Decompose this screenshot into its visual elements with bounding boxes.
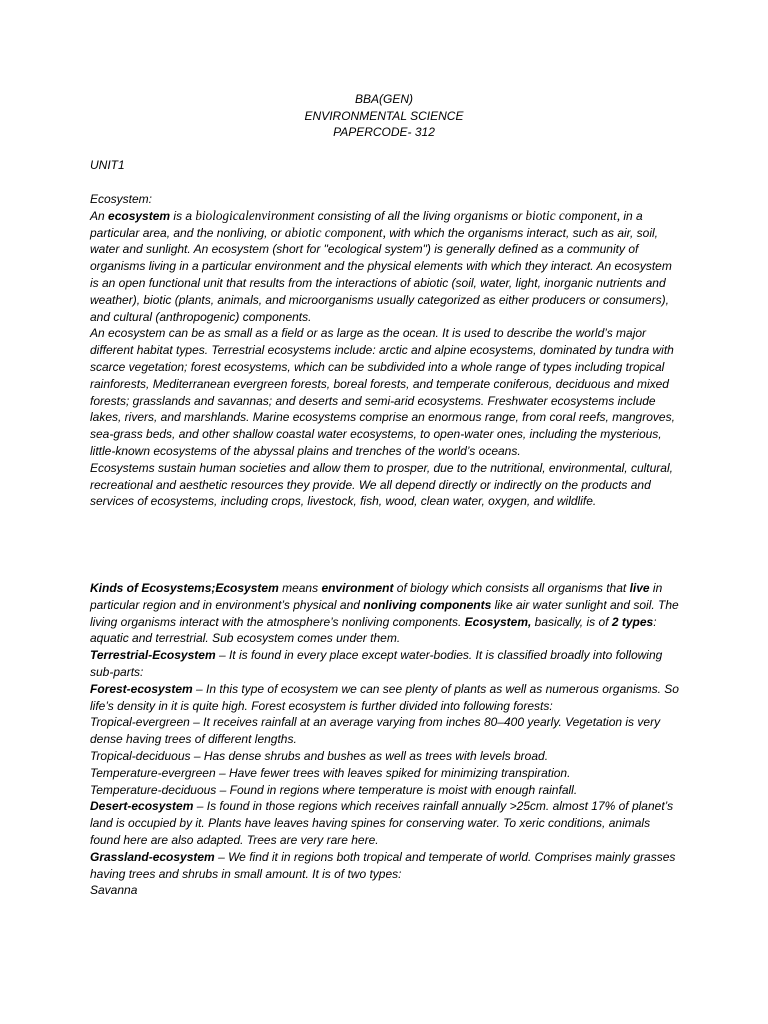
ecosystem-section xyxy=(90,191,682,510)
temperature-evergreen-paragraph: Temperature-evergreen – Have fewer trees with leaves spiked for minimizing transpiration. xyxy=(90,765,571,780)
header-papercode: PAPERCODE- 312 xyxy=(333,125,435,139)
kinds-paragraph: Kinds of Ecosystems;Ecosystem means environment of biology which consists all organisms that live in particular region and in environment’s physical and nonliving components like air water sunlight and soil. The living organisms interact with the atmosphere’s nonliving components. Ecosystem, basically, is of 2 types: aquatic and terrestrial. Sub ecosystem comes under them. xyxy=(90,581,679,646)
terrestrial-paragraph: Terrestrial-Ecosystem – It is found in every place except water-bodies. It is classified broadly into following sub-parts: xyxy=(90,648,663,679)
ecosystem-heading: Ecosystem: xyxy=(90,192,153,206)
header-program: BBA(GEN) xyxy=(354,92,413,106)
ecosystem-size-paragraph: An ecosystem can be as small as a field or as large as the ocean. It is used to describe the world’s major different habitat types. Terrestrial ecosystems include: arctic and alpine ecosystems, dominated by tundra with scarce vegetation; forest ecosystems, which can be subdivided into a whole range of types including tropical rainforests, Mediterranean evergreen forests, boreal forests, and temperate coniferous, deciduous and mixed forests; grasslands and savannas; and deserts and semi-arid ecosystems. Freshwater ecosystems include lakes, rivers, and marshlands. Marine ecosystems comprise an enormous range, from coral reefs, mangroves, sea-grass beds, and other shallow coastal water ecosystems, to open-water ones, including the mysterious, little-known ecosystems of the abyssal plains and trenches of the world’s oceans. xyxy=(90,326,675,458)
tropical-deciduous-paragraph: Tropical-deciduous – Has dense shrubs and bushes as well as trees with levels broad. xyxy=(90,748,549,763)
desert-paragraph: Desert-ecosystem – Is found in those regions which receives rainfall annually >25cm. almost 17% of planet’s land is occupied by it. Plants have leaves having spines for conserving water. To xeric conditions, animals found here are also adapted. Trees are very rare here. xyxy=(90,799,674,847)
unit-title: UNIT1 xyxy=(90,158,125,172)
kinds-section xyxy=(90,580,682,899)
document-header xyxy=(0,91,768,141)
ecosystem-definition-paragraph: An ecosystem is a biologicalenvironment consisting of all the living organisms or biotic component, in a particular area, and the nonliving, or abiotic component, with which the organisms interact, such as air, soil, water and sunlight. An ecosystem (short for "ecological system") is generally defined as a community of organisms living in a particular environment and the physical elements with which they interact. An ecosystem is an open functional unit that results from the interactions of abiotic (soil, water, light, inorganic nutrients and weather), biotic (plants, animals, and microorganisms usually categorized as either producers or consumers), and cultural (anthropogenic) components. xyxy=(90,207,672,324)
header-subject: ENVIRONMENTAL SCIENCE xyxy=(304,108,464,123)
savanna-line: Savanna xyxy=(90,883,138,898)
temperature-deciduous-paragraph: Temperature-deciduous – Found in regions where temperature is moist with enough rainfall. xyxy=(90,782,578,797)
ecosystem-sustain-paragraph: Ecosystems sustain human societies and allow them to prosper, due to the nutritional, environmental, cultural, recreational and aesthetic resources they provide. We all depend directly or indirectly on the products and services of ecosystems, including crops, livestock, fish, wood, clean water, oxygen, and wildlife. xyxy=(90,460,673,509)
tropical-evergreen-paragraph: Tropical-evergreen – It receives rainfall at an average varying from inches 80–400 yearly. Vegetation is very dense having trees of different lengths. xyxy=(90,715,661,747)
grassland-paragraph: Grassland-ecosystem – We find it in regions both tropical and temperate of world. Comprises mainly grasses having trees and shrubs in small amount. It is of two types: xyxy=(90,849,676,881)
forest-paragraph: Forest-ecosystem – In this type of ecosystem we can see plenty of plants as well as numerous organisms. So life’s density in it is quite high. Forest ecosystem is further divided into following forests: xyxy=(90,681,679,713)
